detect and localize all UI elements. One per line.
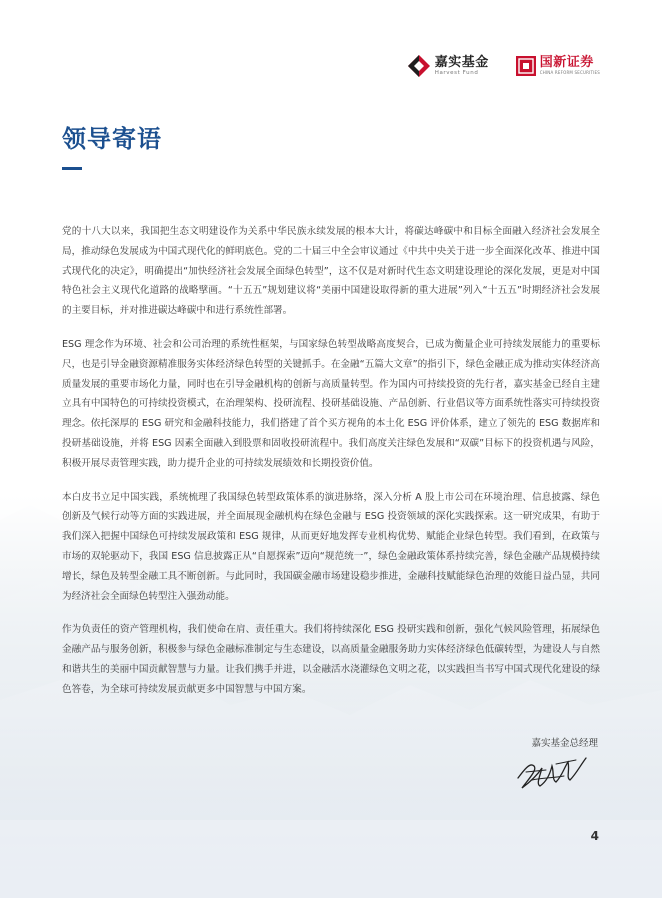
letter-body <box>62 222 600 714</box>
harvest-logo-cn: 嘉实基金 <box>434 54 489 70</box>
paragraph-2: ESG 理念作为环境、社会和公司治理的系统性框架，与国家绿色转型战略高度契合，已成为衡量企业可持续发展能力的重要标尺，也是引导金融资源精准服务实体经济绿色转型的关键抓手。在金融“五篇大文章”的指引下，绿色金融正成为推动实体经济高质量发展的重要市场化力量，同时也在引导金融机构的创新与高质量转型。作为国内可持续投资的先行者，嘉实基金已经自主建立具有中国特色的可持续投资模式，在治理架构、投研流程、投研基础设施、产品创新、行业倡议等方面系统性落实可持续投资理念。依托深厚的 ESG 研究和金融科技能力，我们搭建了首个买方视角的本土化 ESG 评价体系，建立了领先的 ESG 数据库和投研基础设施，并将 ESG 因素全面融入到股票和固收投研流程中。我们高度关注绿色发展和“双碳”目标下的投资机遇与风险，积极开展尽责管理实践，助力提升企业的可持续发展绩效和长期投资价值。 <box>62 338 600 469</box>
signer-title: 嘉实基金总经理 <box>531 738 598 749</box>
harvest-fund-logo <box>407 54 489 78</box>
header-logos <box>407 54 600 78</box>
china-reform-securities-logo <box>515 55 600 77</box>
handwritten-signature <box>512 748 592 794</box>
title-underline <box>62 167 82 170</box>
harvest-diamond-icon <box>407 54 431 78</box>
harvest-logo-en: Harvest Fund <box>434 69 479 76</box>
page-title: 领导寄语 <box>62 125 162 153</box>
guoxin-logo-cn: 国新证券 <box>539 55 594 70</box>
paragraph-1: 党的十八大以来，我国把生态文明建设作为关系中华民族永续发展的根本大计，将碳达峰碳中和目标全面融入经济社会发展全局，推动绿色发展成为中国式现代化的鲜明底色。党的二十届三中全会审议通过《中共中央关于进一步全面深化改革、推进中国式现代化的决定》，明确提出“加快经济社会发展全面绿色转型”，这不仅是对新时代生态文明建设理论的深化发展，更是对中国特色社会主义现代化道路的战略擘画。“十五五”规划建议将“美丽中国建设取得新的重大进展”列入“十五五”时期经济社会发展的主要目标，并对推进碳达峰碳中和进行系统性部署。 <box>62 226 600 317</box>
guoxin-seal-icon <box>515 55 537 77</box>
guoxin-logo-en: CHINA REFORM SECURITIES <box>539 70 600 75</box>
page-number: 4 <box>590 829 599 843</box>
paragraph-3: 本白皮书立足中国实践，系统梳理了我国绿色转型政策体系的演进脉络，深入分析 A 股上市公司在环境治理、信息披露、绿色创新及气候行动等方面的实践进展，并全面展现金融机构在绿色金融与 ESG 投资领域的深化实践探索。这一研究成果，有助于我们深入把握中国绿色可持续发展政策和 ESG 规律，从而更好地发挥专业机构优势、赋能企业绿色转型。我们看到，在政策与市场的双轮驱动下，我国 ESG 信息披露正从“自愿探索”迈向“规范统一”，绿色金融政策体系持续完善，绿色金融产品规模持续增长，绿色及转型金融工具不断创新。与此同时，我国碳金融市场建设稳步推进，金融科技赋能绿色治理的效能日益凸显，共同为经济社会全面绿色转型注入强劲动能。 <box>62 491 600 602</box>
paragraph-4: 作为负责任的资产管理机构，我们使命在肩、责任重大。我们将持续深化 ESG 投研实践和创新，强化气候风险管理，拓展绿色金融产品与服务创新，积极参与绿色金融标准制定与生态建设，以高质量金融服务助力实体经济绿色低碳转型，为建设人与自然和谐共生的美丽中国贡献智慧与力量。让我们携手并进，以金融活水浇灌绿色文明之花，以实践担当书写中国式现代化建设的绿色答卷，为全球可持续发展贡献更多中国智慧与中国方案。 <box>62 624 600 695</box>
